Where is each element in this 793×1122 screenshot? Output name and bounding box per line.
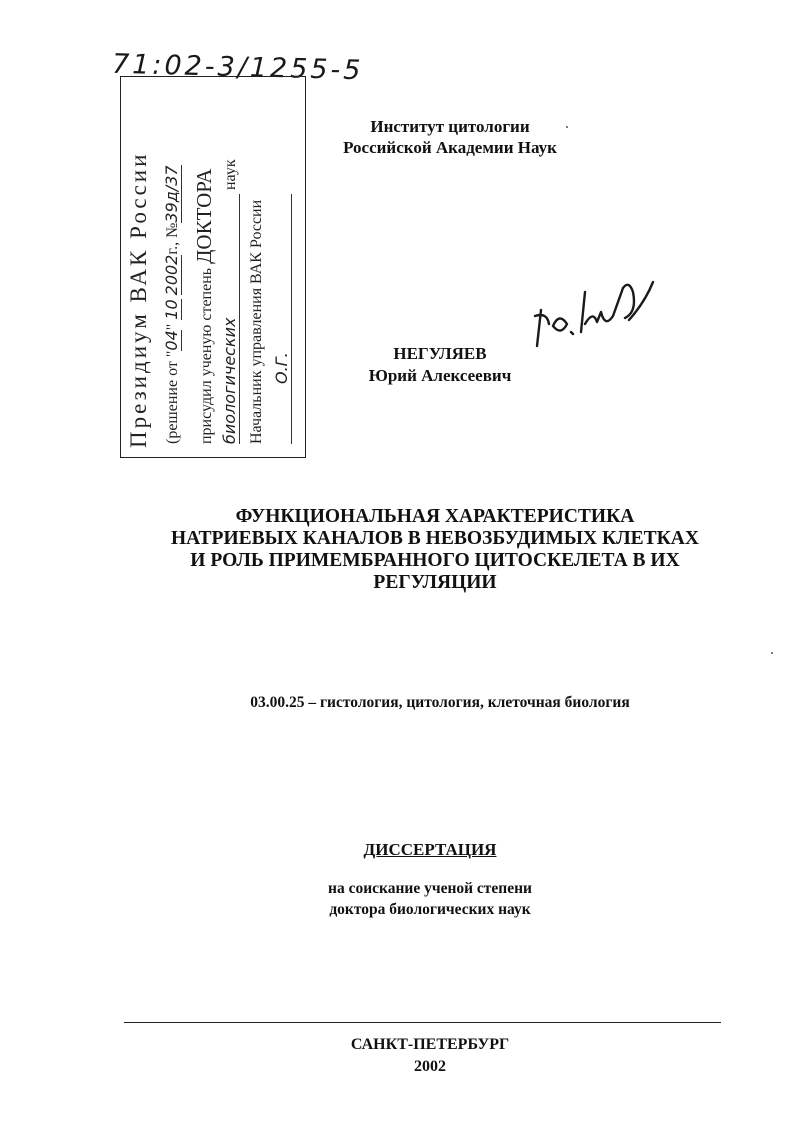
academy-name: Российской Академии Наук <box>343 138 557 157</box>
institute-block <box>300 116 600 158</box>
degree-line-1: на соискание ученой степени <box>328 880 532 897</box>
author-surname: НЕГУЛЯЕВ <box>393 344 487 363</box>
stamp-signature: О.Г. <box>272 194 292 444</box>
title-line-3: И РОЛЬ ПРИМЕМБРАННОГО ЦИТОСКЕЛЕТА В ИХ <box>190 550 680 571</box>
stamp-sign-line <box>272 194 292 444</box>
author-name: Юрий Алексеевич <box>368 366 512 385</box>
year: 2002 <box>414 1058 446 1075</box>
stamp-field-suffix: наук <box>222 159 239 190</box>
author-signature <box>533 272 673 352</box>
place-block <box>300 1034 560 1078</box>
author-block <box>330 343 550 387</box>
stamp-number-prefix: г., № <box>164 222 181 255</box>
vak-stamp <box>120 76 306 458</box>
stamp-quote: " <box>164 323 181 331</box>
degree-block <box>260 878 600 920</box>
stamp-number: 39д/37 <box>162 165 181 223</box>
stamp-decision-line <box>162 165 182 444</box>
city: САНКТ-ПЕТЕРБУРГ <box>350 1036 510 1053</box>
stamp-degree-line <box>192 169 217 444</box>
degree-line-2: доктора биологических наук <box>329 901 531 918</box>
title-line-4: РЕГУЛЯЦИИ <box>373 572 497 593</box>
institute-name: Институт цитологии <box>370 117 530 136</box>
stamp-header: Президиум ВАК России <box>126 151 151 448</box>
stamp-degree: ДОКТОРА <box>192 168 216 264</box>
title-line-1: ФУНКЦИОНАЛЬНАЯ ХАРАКТЕРИСТИКА <box>235 506 635 527</box>
stamp-decision-prefix: (решение от " <box>164 350 181 444</box>
stamp-day: 04 <box>162 330 181 351</box>
stamp-field-line <box>220 159 240 444</box>
stamp-official: Начальник управления ВАК России <box>248 199 265 444</box>
footer-divider <box>124 1022 721 1023</box>
archive-number: 71:02-3/1255-5 <box>111 48 364 87</box>
specialty-code: 03.00.25 – гистология, цитология, клеточная биология <box>250 694 630 711</box>
dissertation-title <box>130 506 740 594</box>
document-type: ДИССЕРТАЦИЯ <box>363 840 497 859</box>
stamp-year: 2002 <box>162 254 181 296</box>
stamp-awarded-text: присудил ученую степень <box>198 267 215 444</box>
title-line-2: НАТРИЕВЫХ КАНАЛОВ В НЕВОЗБУДИМЫХ КЛЕТКАХ <box>171 528 699 549</box>
stamp-field: биологических <box>220 194 240 444</box>
stamp-month: 10 <box>162 299 181 320</box>
